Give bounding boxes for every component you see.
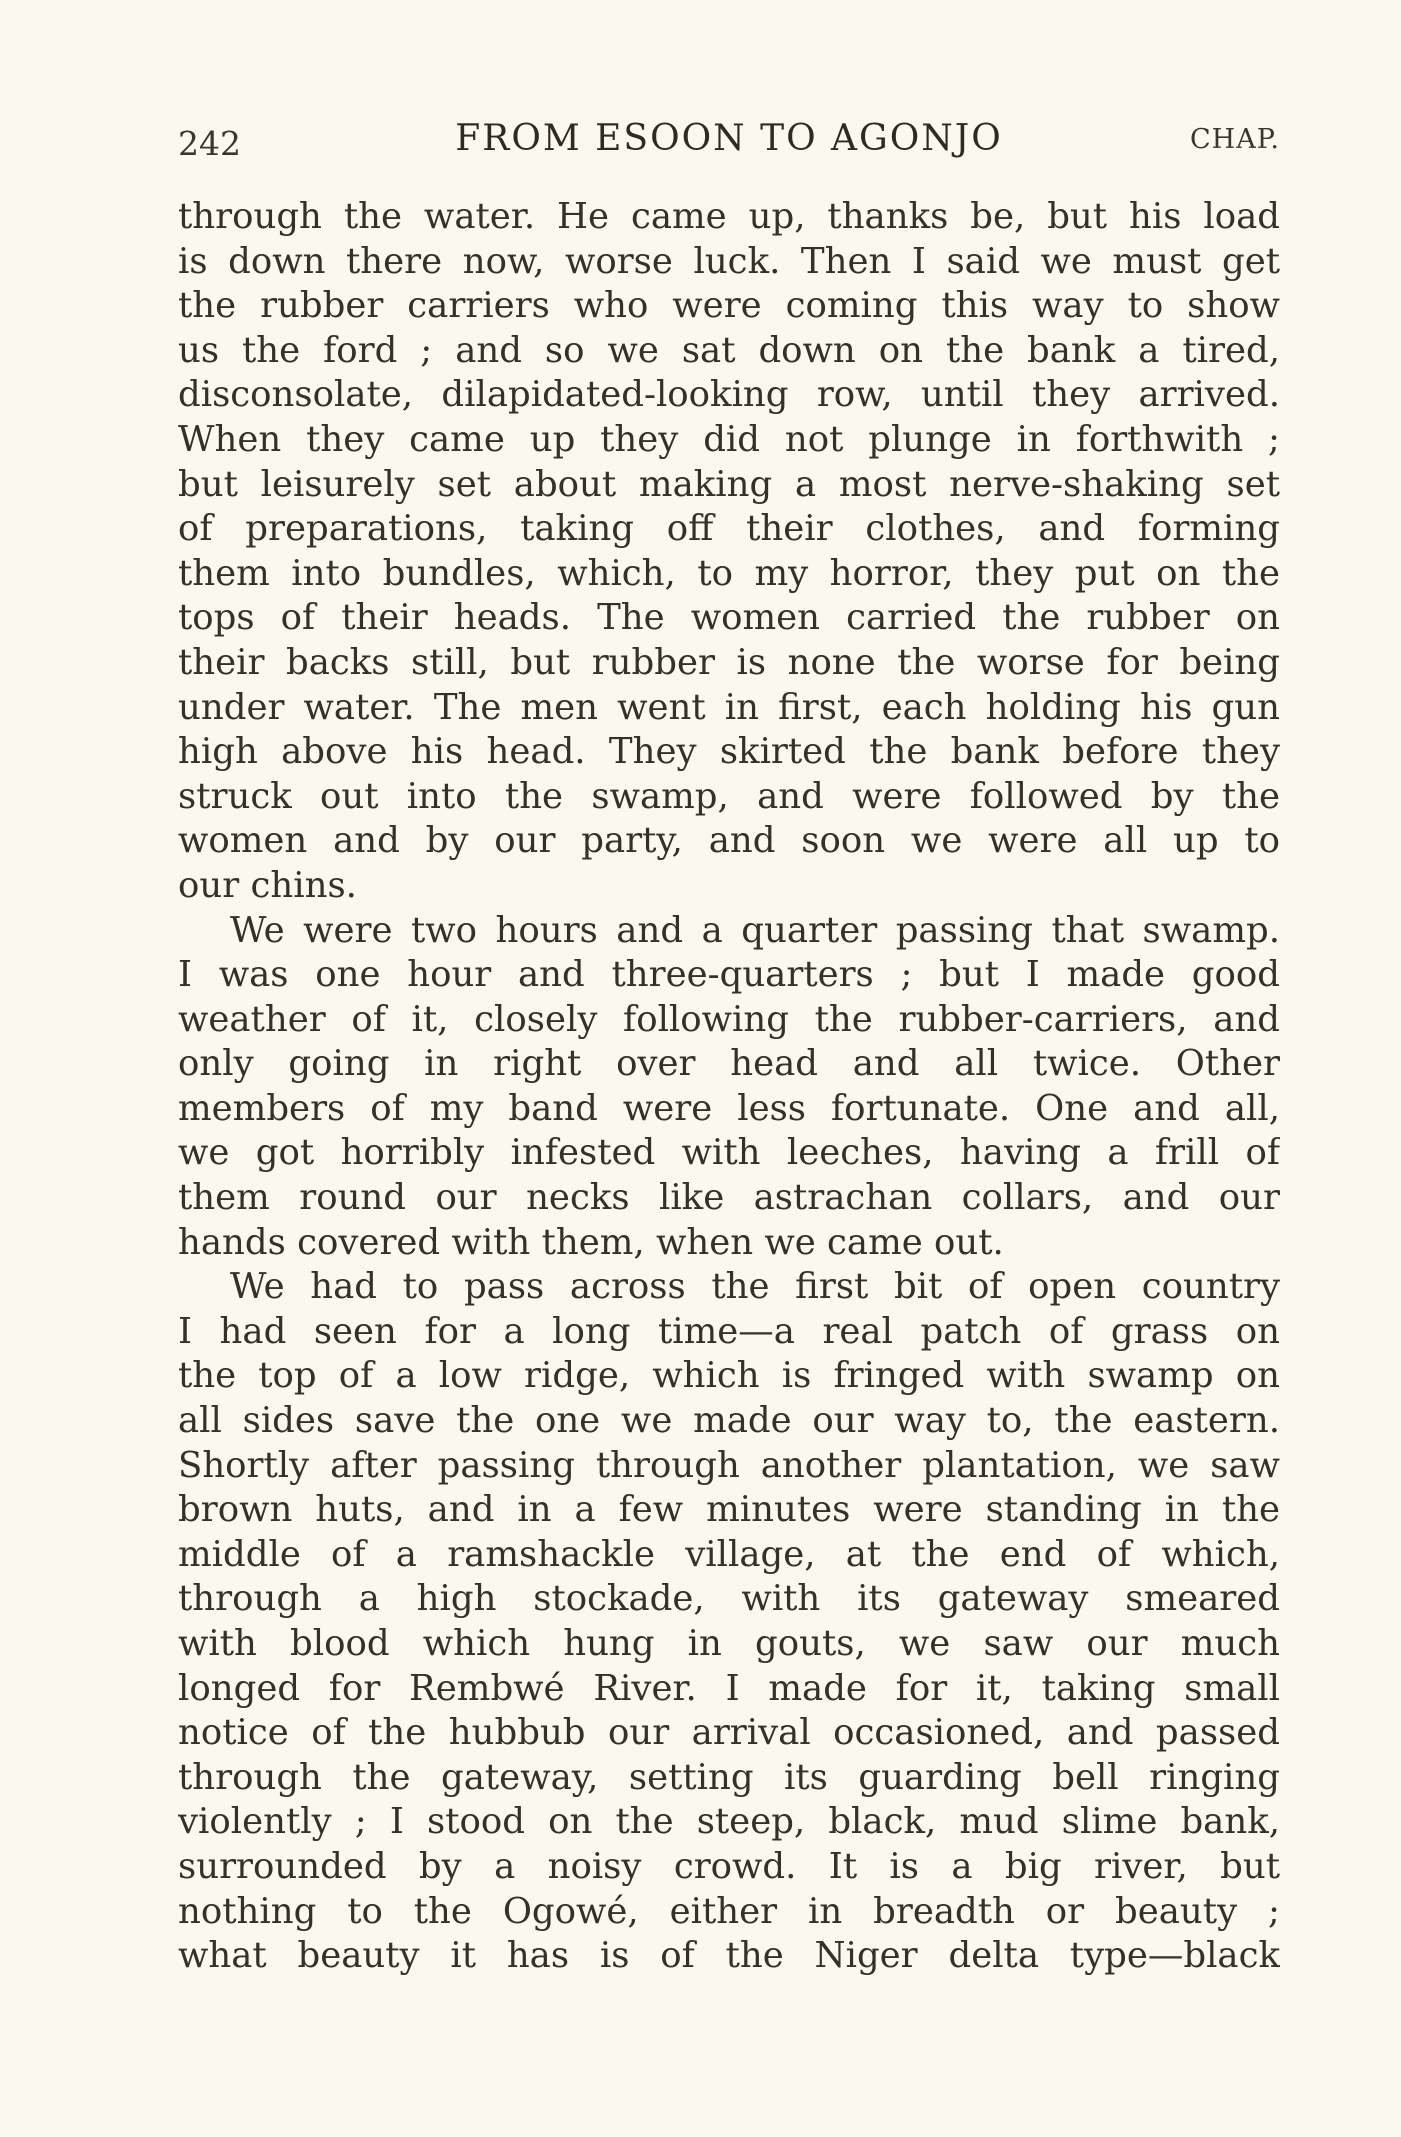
text-line: tops of their heads. The women carried the rubber on	[178, 597, 1280, 639]
text-line: middle of a ramshackle village, at the end of which,	[178, 1533, 1280, 1575]
text-line: our chins.	[178, 864, 357, 906]
text-line: women and by our party, and soon we were all up to	[178, 820, 1280, 862]
text-line: we got horribly infested with leeches, having a frill of	[178, 1132, 1280, 1174]
text-line: through a high stockade, with its gateway smeared	[178, 1578, 1280, 1620]
text-line: only going in right over head and all twice. Other	[178, 1043, 1280, 1085]
running-head	[178, 118, 1280, 168]
body-text	[178, 195, 1280, 1979]
text-line: violently ; I stood on the steep, black, mud slime bank,	[178, 1801, 1280, 1843]
text-line: what beauty it has is of the Niger delta type—black	[178, 1935, 1280, 1977]
text-line: their backs still, but rubber is none the worse for being	[178, 641, 1280, 683]
page-number: 242	[178, 124, 241, 163]
text-line: I had seen for a long time—a real patch of grass on	[178, 1310, 1280, 1352]
text-line: When they came up they did not plunge in forthwith ;	[178, 418, 1280, 460]
text-line: us the ford ; and so we sat down on the bank a tired,	[178, 329, 1280, 371]
text-line: under water. The men went in first, each holding his gun	[178, 686, 1280, 728]
text-line: nothing to the Ogowé, either in breadth or beauty ;	[178, 1890, 1280, 1932]
chapter-label: CHAP.	[1190, 124, 1280, 155]
text-line: brown huts, and in a few minutes were standing in the	[178, 1489, 1280, 1531]
text-line: them round our necks like astrachan collars, and our	[178, 1177, 1280, 1219]
text-line: weather of it, closely following the rubber-carriers, and	[178, 998, 1280, 1040]
text-line: surrounded by a noisy crowd. It is a big river, but	[178, 1845, 1280, 1887]
text-line: longed for Rembwé River. I made for it, taking small	[178, 1667, 1280, 1709]
text-line: all sides save the one we made our way to, the eastern.	[178, 1400, 1280, 1442]
text-line: members of my band were less fortunate. One and all,	[178, 1087, 1280, 1129]
text-line: the top of a low ridge, which is fringed with swamp on	[178, 1355, 1280, 1397]
text-line: I was one hour and three-quarters ; but I made good	[178, 954, 1280, 996]
paragraph-start-line: We were two hours and a quarter passing that swamp.	[230, 909, 1280, 951]
text-line: with blood which hung in gouts, we saw our much	[178, 1623, 1280, 1664]
text-line: hands covered with them, when we came out.	[178, 1221, 1004, 1263]
paragraph-start-line: We had to pass across the first bit of open country	[230, 1266, 1280, 1308]
chapter-title: FROM ESOON TO AGONJO	[455, 118, 1003, 159]
text-line: through the gateway, setting its guarding bell ringing	[178, 1756, 1280, 1798]
text-line: high above his head. They skirted the bank before they	[178, 731, 1280, 773]
text-line: through the water. He came up, thanks be, but his load	[178, 196, 1280, 237]
text-line: them into bundles, which, to my horror, they put on the	[178, 552, 1280, 594]
text-line: notice of the hubbub our arrival occasioned, and passed	[178, 1712, 1280, 1754]
text-line: but leisurely set about making a most nerve-shaking set	[178, 463, 1280, 505]
text-line: Shortly after passing through another plantation, we saw	[178, 1444, 1280, 1486]
text-line: of preparations, taking off their clothes, and forming	[178, 508, 1280, 550]
text-line: struck out into the swamp, and were followed by the	[178, 775, 1280, 817]
text-line: is down there now, worse luck. Then I said we must get	[178, 240, 1280, 282]
text-line: the rubber carriers who were coming this way to show	[178, 285, 1280, 327]
text-line: disconsolate, dilapidated-looking row, until they arrived.	[178, 374, 1280, 416]
